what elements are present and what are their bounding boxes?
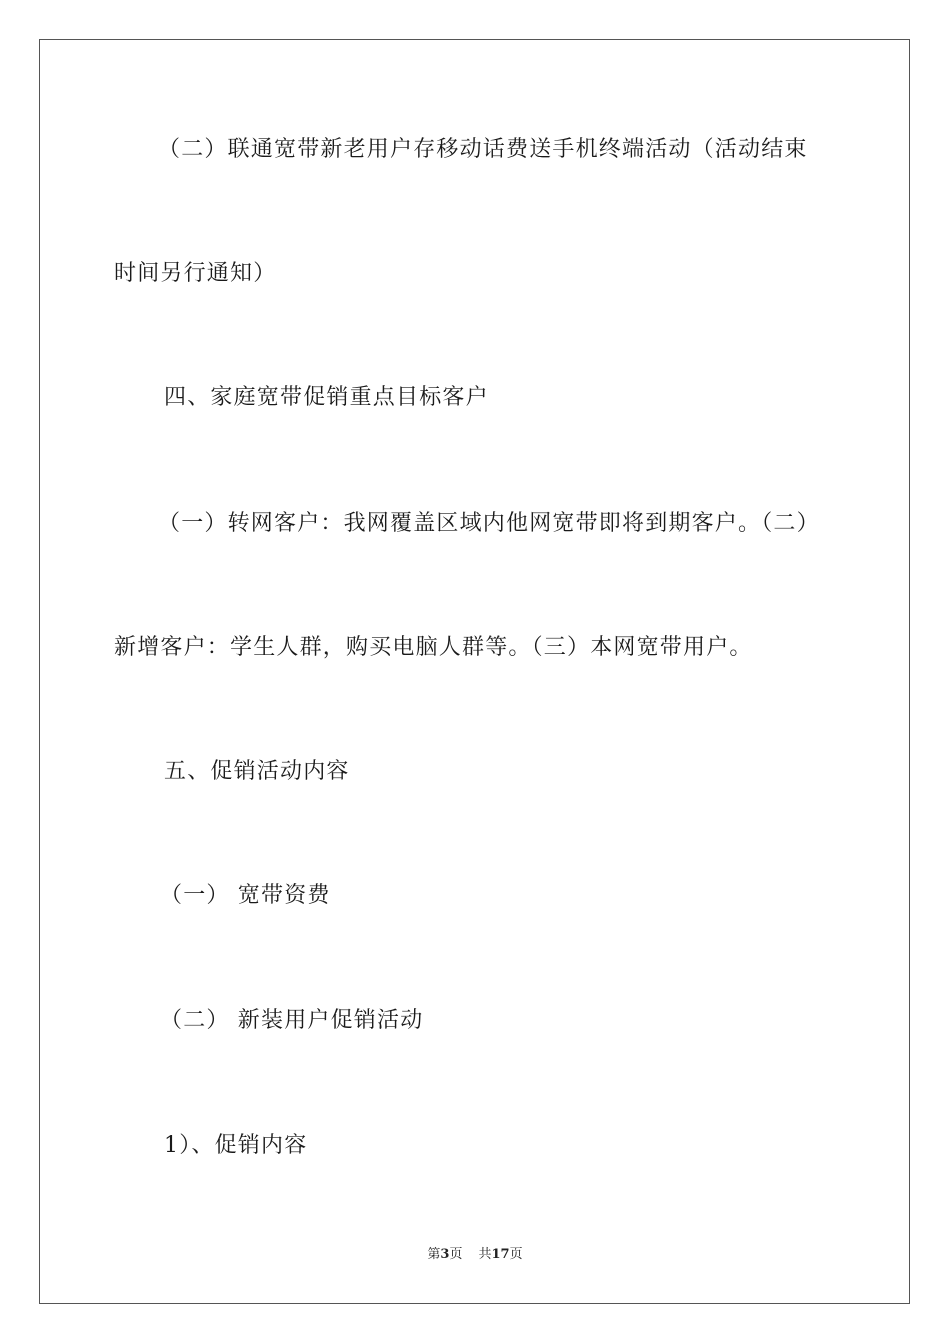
footer-total-suffix: 页: [509, 1247, 523, 1262]
paragraph-line-1: （二）联通宽带新老用户存移动话费送手机终端活动（活动结束: [158, 137, 808, 162]
footer-total-prefix: 共: [478, 1247, 492, 1262]
subheading-broadband-fees: （一） 宽带资费: [160, 883, 331, 908]
paragraph-line-4: （一）转网客户：我网覆盖区域内他网宽带即将到期客户。（二）: [158, 511, 820, 536]
footer-page-prefix: 第: [427, 1247, 441, 1262]
paragraph-line-5: 新增客户：学生人群，购买电脑人群等。（三）本网宽带用户。: [114, 635, 753, 660]
section-heading-five: 五、促销活动内容: [164, 759, 350, 784]
subheading-promo-content: 1）、促销内容: [164, 1133, 308, 1158]
footer-page-number: 3: [440, 1247, 450, 1262]
section-heading-four: 四、家庭宽带促销重点目标客户: [164, 385, 489, 410]
page-border: [39, 39, 910, 1304]
footer-total-pages: 17: [491, 1247, 510, 1262]
page-footer: [0, 1246, 950, 1264]
footer-page-suffix: 页: [449, 1247, 463, 1262]
paragraph-line-2: 时间另行通知）: [114, 261, 277, 286]
subheading-new-user-promo: （二） 新装用户促销活动: [160, 1008, 424, 1033]
